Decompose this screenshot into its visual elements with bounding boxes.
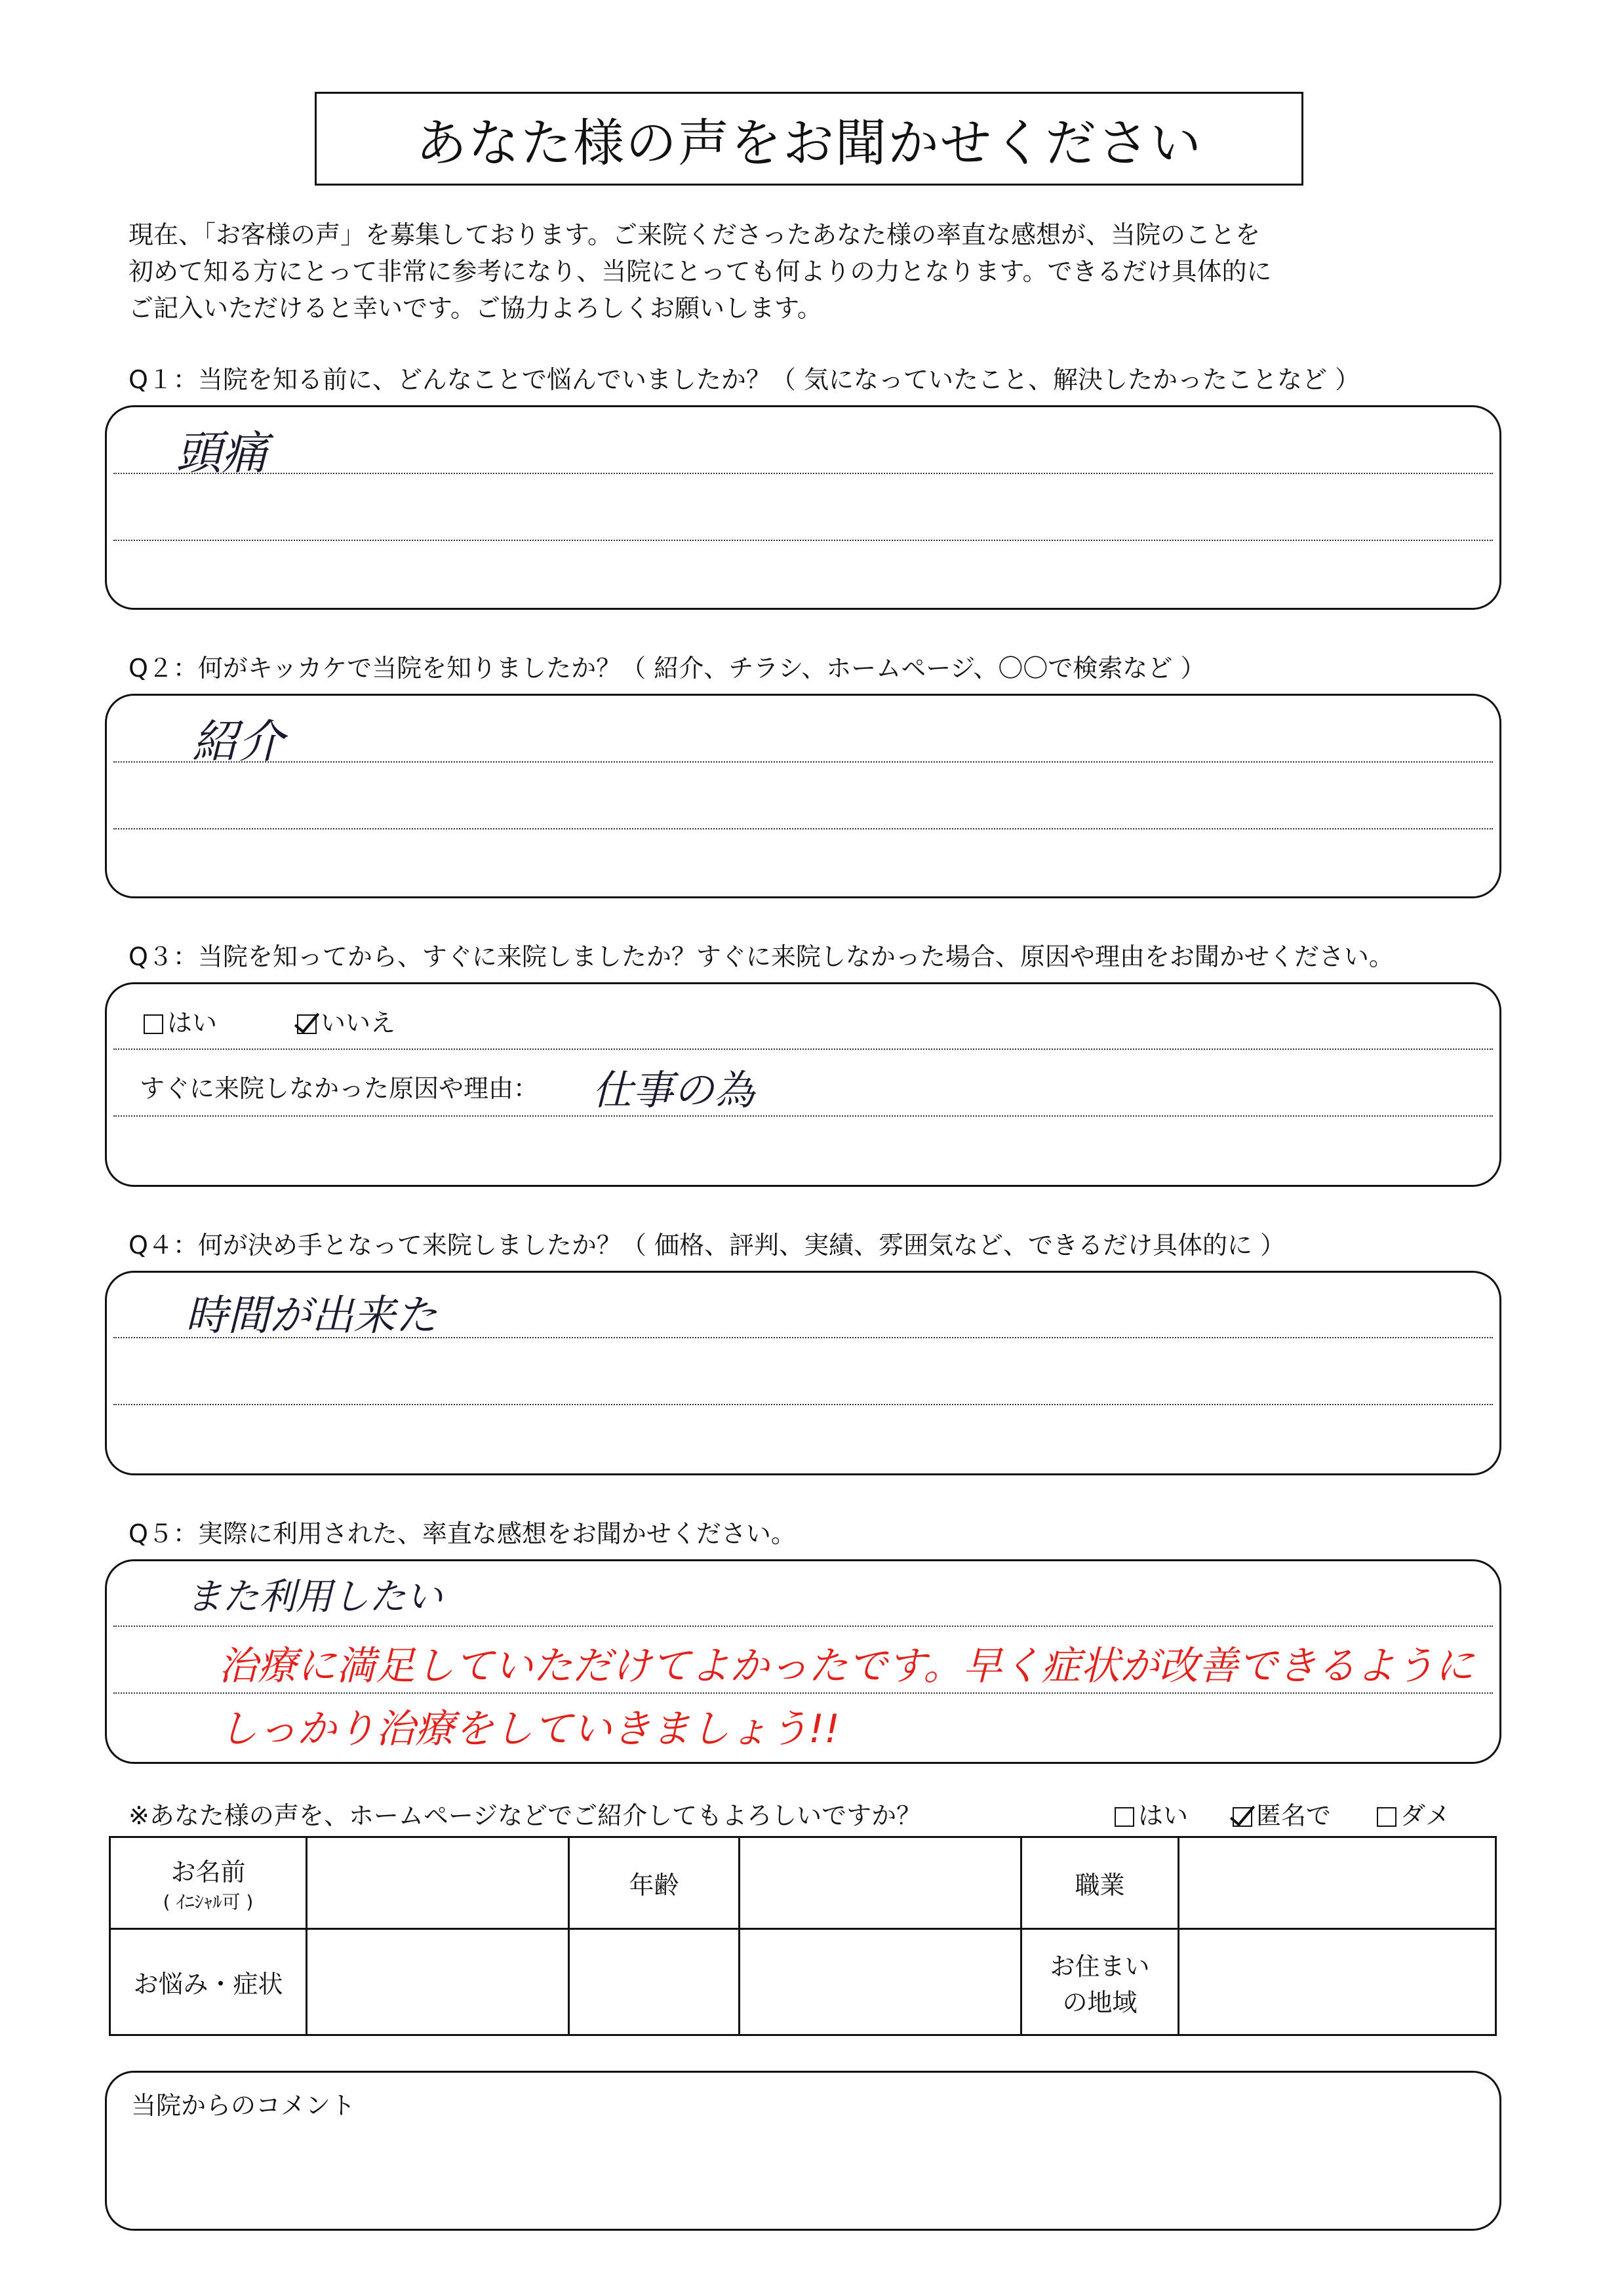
ruled-line [113, 1048, 1493, 1050]
empty-cell[interactable] [740, 1929, 1021, 2035]
ruled-line [113, 1404, 1493, 1405]
age-field[interactable] [740, 1837, 1021, 1929]
name-label: お名前 [170, 1858, 246, 1887]
q3-handwritten-reason: 仕事の為 [592, 1066, 755, 1114]
table-row [110, 1929, 1496, 2035]
empty-cell[interactable] [569, 1929, 740, 2035]
ruled-line [113, 540, 1493, 541]
name-label-cell [110, 1837, 307, 1929]
area-label-cell [1021, 1929, 1179, 2035]
consent-option-anonymous[interactable] [1233, 1795, 1331, 1831]
q1-answer-box[interactable] [105, 405, 1501, 610]
q5-answer-box[interactable] [105, 1559, 1501, 1764]
consent-option-yes[interactable] [1115, 1795, 1188, 1831]
q2-handwritten-answer: 紹介 [192, 715, 284, 768]
q1-question: Q１：当院を知る前に、どんなことで悩んでいましたか？（ 気になっていたこと、解決したかったことなど ） [129, 365, 1360, 394]
q3-yes-checkbox[interactable] [144, 1014, 163, 1034]
area-field[interactable] [1179, 1929, 1496, 2035]
consent-option-no[interactable] [1377, 1795, 1450, 1831]
consent-no-checkbox[interactable] [1377, 1807, 1396, 1827]
intro-line: 現在、「お客様の声」を募集しております。ご来院くださったあなた様の率直な感想が、当院のことを [129, 220, 1260, 249]
ruled-line [113, 473, 1493, 474]
consent-anonymous-checkbox[interactable] [1233, 1807, 1252, 1827]
ruled-line [113, 1115, 1493, 1117]
area-label-line-2: の地域 [1062, 1987, 1138, 2017]
table-row [110, 1837, 1496, 1929]
q4-handwritten-answer: 時間が出来た [186, 1292, 437, 1340]
q4-question: Q４：何が決め手となって来院しましたか？（ 価格、評判、実績、雰囲気など、できるだけ具体的に ） [129, 1231, 1286, 1260]
q2-question: Q２：何がキッカケで当院を知りましたか？（ 紹介、チラシ、ホームページ、〇〇で検索など ） [129, 654, 1206, 683]
customer-info-table [109, 1836, 1497, 2036]
clinic-reply-line-1: 治療に満足していただけてよかったです。早く症状が改善できるように [218, 1643, 1475, 1689]
job-label: 職業 [1075, 1871, 1125, 1900]
consent-yes-label: はい [1138, 1801, 1189, 1830]
form-title [315, 92, 1303, 186]
q3-question: Q３：当院を知ってから、すぐに来院しましたか？すぐに来院しなかった場合、原因や理由をお聞かせください。 [129, 942, 1394, 971]
consent-yes-checkbox[interactable] [1115, 1807, 1134, 1827]
intro-line: 初めて知る方にとって非常に参考になり、当院にとっても何よりの力となります。できるだけ具体的に [129, 257, 1272, 286]
q3-reason-label: すぐに来院しなかった原因や理由： [140, 1074, 539, 1103]
ruled-line [113, 828, 1493, 829]
clinic-reply-line-2: しっかり治療をしていきましょう!! [218, 1706, 841, 1752]
clinic-comment-label: 当院からのコメント [131, 2091, 356, 2120]
consent-anonymous-label: 匿名で [1256, 1801, 1332, 1830]
ruled-line [113, 1626, 1493, 1627]
q5-question: Q５：実際に利用された、率直な感想をお聞かせください。 [129, 1519, 796, 1548]
job-field[interactable] [1179, 1837, 1496, 1929]
q3-yes-label: はい [167, 1008, 218, 1037]
intro-text [129, 216, 1453, 327]
symptom-field[interactable] [307, 1929, 569, 2035]
q2-answer-box[interactable] [105, 694, 1501, 898]
q5-handwritten-answer: また利用したい [186, 1576, 443, 1618]
age-label: 年齢 [629, 1871, 679, 1900]
q3-no-option[interactable] [297, 1003, 395, 1039]
ruled-line [113, 1692, 1493, 1694]
consent-no-label: ダメ [1400, 1801, 1451, 1830]
ruled-line [113, 761, 1493, 763]
age-label-cell [569, 1837, 740, 1929]
job-label-cell [1021, 1837, 1179, 1929]
q1-handwritten-answer: 頭痛 [176, 426, 267, 480]
name-note: ( ｲﾆｼｬﾙ可 ) [163, 1891, 254, 1913]
name-field[interactable] [307, 1837, 569, 1929]
q3-answer-box[interactable] [105, 982, 1501, 1187]
q3-no-checkbox[interactable] [297, 1014, 317, 1034]
intro-line: ご記入いただけると幸いです。ご協力よろしくお願いします。 [129, 294, 822, 323]
q3-no-label: いいえ [321, 1008, 396, 1037]
q4-answer-box[interactable] [105, 1271, 1501, 1475]
symptom-label: お悩み・症状 [133, 1970, 283, 1999]
symptom-label-cell [110, 1929, 307, 2035]
q3-yes-option[interactable] [144, 1003, 217, 1039]
consent-question: ※あなた様の声を、ホームページなどでご紹介してもよろしいですか？ [129, 1801, 922, 1830]
area-label-line-1: お住まい [1050, 1951, 1150, 1981]
form-title-text: あなた様の声をお聞かせください [415, 113, 1202, 173]
